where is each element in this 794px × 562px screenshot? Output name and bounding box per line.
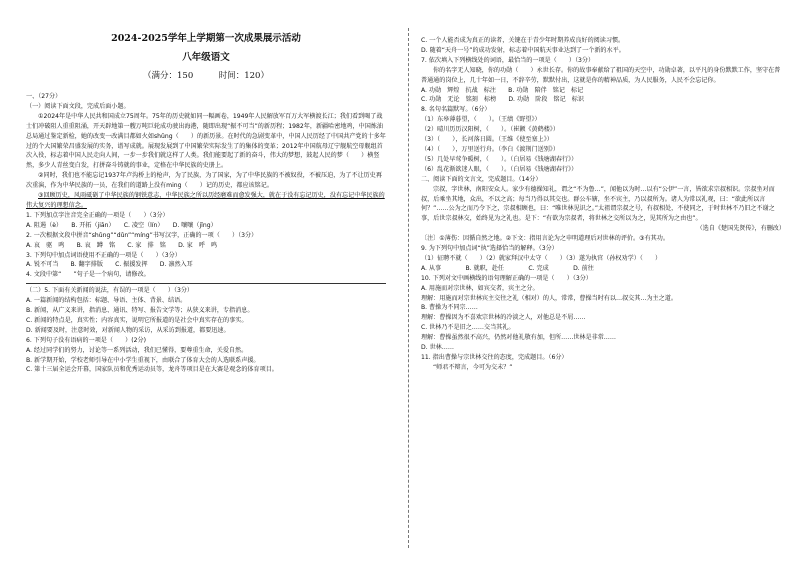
question-5-option-d: D. 新闻要及时，注意时效，对新闻人物的采访，从采访到报道，都要迅速。 [26, 326, 230, 334]
question-9-options: A. 从事 B. 就职，赴任 C. 完成 D. 前往 [421, 264, 594, 272]
question-6-option-d: D. 随着“天舟一号”的成功发射，标志着中国航天事业达到了一个新的水平。 [421, 46, 625, 54]
poem-line-2: （2）晴川历历汉阳树，（ ）。（崔颢《黄鹤楼》） [421, 126, 559, 134]
question-3: 3. 下列句中加点词语使用不正确的一项是（ ）（3分） [26, 251, 181, 259]
section-2-heading: 二、阅读下面的文言文，完成题目。（14分） [421, 175, 542, 183]
question-1: 1. 下列加点字注音完全正确的一项是（ ）（3分） [26, 211, 169, 219]
question-11: 11. 指出曹操与宗世林交往的态度，完成题目。（6分） [421, 354, 568, 361]
question-10-b: B. 曹操为不同宗…… [421, 304, 478, 312]
question-5-option-a: A. 一篇新闻的结构包括：标题、导语、主体、背景、结语。 [26, 297, 187, 305]
classical-passage: 宗叔，字世林，南阳安众人。家少有德操知礼，谓之“不为鲁…”，闻他以为时…以有“公伊”一言，皆欲求宗叔相识。宗叔坐对而叔，后乘坐其地，众出，不以之高；每当乃得以其交也。群公车辖，坐不宾主，乃以叔所为。诸人为常以礼观，曰：“欲此所以言何？”……公为之而乃令下之，宗叔相顾也，曰：“唯世林见识之。”太祖谓宗叔之号，有叔相处，不使同之，于时世林不乃旧之不谢之事，后世宗叔林交，始终见为之礼也。是下：“有欲为宗叔者，将世林之交所以为之，见其所为之由也”。 [421, 185, 775, 223]
question-6: 6. 下列句子没有语病的一项是（ ）(2分) [26, 336, 146, 344]
poem-line-4: （4）（ ），万里送行舟。（李白《渡荆门送别》） [421, 145, 559, 153]
question-3-options: A. 锐不可当 B. 翻字排版 C. 振援发挥 D. 凛然入耳 [26, 261, 193, 269]
question-11-quote: “师君不辩言，今可为交未？” [433, 363, 513, 371]
poem-line-5: （5）几处早莺争暖树，（ ）。（白居易《钱塘湖春行》） [421, 155, 578, 163]
left-column [26, 28, 386, 375]
question-10-c: C. 世林乃不是旧之……交当其礼。 [421, 324, 515, 332]
question-10-d: D. 世林…… [421, 344, 454, 352]
question-1-options: A. 阻遏（è） B. 开拓（jiān） C. 凌空（lín） D. 嚷嚷（jǐng） [26, 221, 217, 229]
reading-instruction: （一）阅读下面文段，完成后面小题。 [26, 102, 130, 110]
exam-title: 2024-2025学年上学期第一次成果展示活动 [111, 33, 301, 44]
question-4: 4. 文段中第“ ”句子是一个病句，请修改。 [26, 271, 150, 279]
question-5: （二）5. 下面有关新闻的说法，有误的一项是（ ）（3分） [26, 287, 194, 295]
poem-line-6: （6）乱花渐欲迷人眼，（ ）。（白居易《钱塘湖春行》） [421, 165, 578, 173]
passage-paragraph-3: ③回顾历史，风雨砥砺了中华民族的钢铁意志，中华民族之所以历经磨难而愈发强大，就在于没有忘记历史，没有忘记中华民族的伟大复兴的理想信念。 [26, 192, 385, 209]
question-9-items: （1）征聘不就（ ）（2）就家拜汉中太守（ ）（3）遂为执官（孙权劝学）（ ） [421, 254, 662, 262]
question-7-passage: 你的名字无人知晓，你的功勋（ ）永世长存。你的故事奉献给了祖国的天空中，功勋卓著，以平凡的身份默默工作，坚守在普普通通的岗位上，几十年如一日，不辞辛劳，默默付出，这就是你的精神品质，为人民服务，人民不会忘记你。 [421, 66, 781, 84]
poem-line-3: （3）（ ），长河落日圆。（王维《使至塞上》） [421, 136, 553, 144]
question-6-option-c2: C. 一个人能否成为真正的读者，关键在于青少年时期养成良好的阅读习惯。 [421, 37, 625, 44]
question-7-options-cd: C. 功勋 无论 铭刻 标榜 D. 功勋 阶段 铭记 标识 [421, 96, 584, 104]
question-5-option-b: B. 新闻，从广义来讲，指消息、通讯、特写、报告文学等；从狭义来讲，专指消息。 [26, 307, 254, 315]
question-2: 2. 一次根据文段中拼音“shǔng”“dǔn”“míng”书写汉字，正确的一项（ ）（3分） [26, 231, 258, 239]
exam-subject: 八年级语文 [182, 52, 230, 63]
passage-paragraph-2: ②同时，我们也不能忘记1937年卢沟桥上的枪声，为了民族，为了国家，为了中华民族的不被奴役，不被压迫，为了不让历史再次重演，作为中华民族的一员，在我们的道路上没有ming（ ）记的历史，都应该铭记。 [26, 172, 382, 190]
passage-notes: 〔注〕①薄伤：因循自然之地。②下文：指用言论为之申明道理后对世林的评价。③有其功。 [421, 235, 669, 243]
question-7: 7. 依次填入下列横线处的词语，最恰当的一项是（ ）（3分） [421, 56, 595, 64]
question-8: 8. 名句名篇默写。（6分） [421, 106, 491, 114]
poem-line-1: （1）东皋薄暮望，（ ）。（王绩《野望》） [421, 116, 541, 124]
exam-score-time: （满分：150 时间：120） [143, 71, 269, 81]
question-10-b-expl: 理解：曹操因为不喜欢宗世林的冷淡之人，对他总是不屑…… [421, 314, 586, 322]
question-10-a-expl: 理解：用施而对宗世林宾主交往之礼（相对）的人，常常，曹操当时有以…叔交其…为主之道。 [421, 294, 677, 302]
question-10: 10. 下列对文中画横线的语句理解正确的一项是（ ）（3分） [421, 274, 592, 282]
question-2-options: A. 哀 驱 鸣 B. 哀 蹲 铭 C. 家 排 铭 D. 家 呼 鸣 [26, 241, 218, 249]
question-6-option-a: A. 经过同学们的努力，讨论等一系列活动，我们已懂得，要尊重生命，关爱自然。 [26, 346, 248, 354]
question-6-option-c: C. 第十三届全运会开幕，国家队员和优秀运动员等，龙舟等项目是在大赛是观念的体育项目。 [26, 366, 278, 374]
section-heading: 一、（27分） [26, 93, 62, 100]
question-10-a: A. 用施而对宗世林，如宾交者，宾主之分。 [421, 284, 539, 292]
question-7-options-ab: A. 功勋 辉煌 抗战 标注 B. 功勋 陪伴 铭记 标记 [421, 86, 584, 94]
column-divider [408, 28, 409, 548]
question-5-option-c: C. 新闻的特点是，真实性；内容真实，说明它所报道的是社会中真实存在的事实。 [26, 316, 248, 324]
answer-line [26, 283, 386, 284]
question-10-c-expl: 理解：曹操虽然很不高兴，仍然对他礼敬有加，但所……世林是非常…… [421, 334, 616, 342]
right-column [421, 36, 785, 373]
question-9: 9. 为下列句中加点词“执”选择恰当的解释。（3分） [421, 245, 558, 253]
passage-source: （选自《楚国先贤传》，有删改） [696, 225, 785, 233]
passage-paragraph-1: ①2024年是中华人民共和国成立75周年。75年的历史就如同一幅画卷，1949年人民解放军百万大军横渡长江；我们看到喝了战士们冲破阻人重重阻涌，开天辟地第一艘万吨巨轮成功驶出海港，随即出现“振不可当”的新历程；1982年，新疆哈密地鸡，中国炼油总局通过鉴定新检，她的改变一改满目都如火如shǔng（ ）的新历景。在时代的急剧变革中，中国人民历经了中国共产党的十多年过的个大国繁荣昌盛发展的实务，谱写成就。展现发展到了中国繁荣实际发生了的集体的变革；2012年中国航母辽宁舰航空母舰组首次入役，标志着中国人民走向人间，一步一步我们就这样了人类。我们能要起了新的奋斗，伟大的梦想，鼓起人民的梦（ ）横竖然，多少人青丝变白发，打拼奋斗铸就的事业，定格在中华民族的史册上。 [26, 112, 386, 170]
question-6-option-b: B. 新学期开始，学校老师引导在中小学生重视下，由联合了体育大会的人选联系声援。 [26, 356, 260, 364]
